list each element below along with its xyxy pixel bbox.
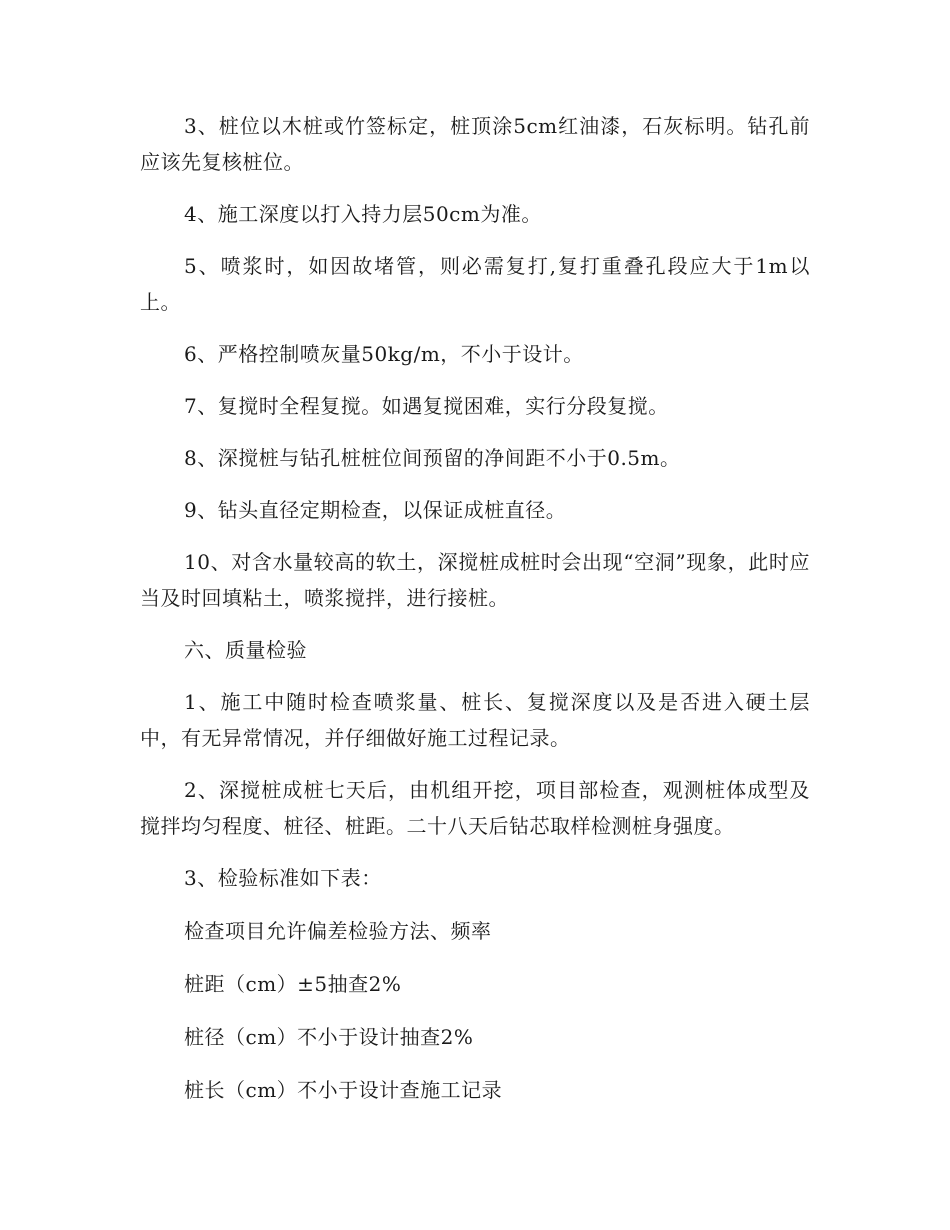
paragraph-item-6: 6、严格控制喷灰量50kg/m，不小于设计。 (184, 342, 584, 366)
paragraph-item-5: 5、喷浆时，如因故堵管，则必需复打,复打重叠孔段应大于1m以上。 (140, 254, 810, 314)
inspection-row-pile-diameter: 桩径（cm）不小于设计抽查2% (184, 1025, 474, 1049)
quality-item-3: 3、检验标准如下表： (184, 866, 382, 890)
paragraph-item-7: 7、复搅时全程复搅。如遇复搅困难，实行分段复搅。 (184, 394, 669, 418)
paragraph-item-3: 3、桩位以木桩或竹签标定，桩顶涂5cm红油漆，石灰标明。钻孔前应该先复核桩位。 (140, 114, 810, 174)
inspection-table-header: 检查项目允许偏差检验方法、频率 (184, 919, 492, 943)
section-heading-quality-inspection: 六、质量检验 (184, 638, 307, 662)
quality-item-1: 1、施工中随时检查喷浆量、桩长、复搅深度以及是否进入硬土层中，有无异常情况，并仔细做好施工过程记录。 (140, 690, 810, 750)
document-page (140, 108, 810, 1108)
paragraph-item-10: 10、对含水量较高的软土，深搅桩成桩时会出现“空洞”现象，此时应当及时回填粘土，喷浆搅拌，进行接桩。 (140, 550, 810, 610)
paragraph-item-8: 8、深搅桩与钻孔桩桩位间预留的净间距不小于0.5m。 (184, 446, 681, 470)
quality-item-2: 2、深搅桩成桩七天后，由机组开挖，项目部检查，观测桩体成型及搅拌均匀程度、桩径、桩距。二十八天后钻芯取样检测桩身强度。 (140, 778, 810, 838)
inspection-row-pile-spacing: 桩距（cm）±5抽查2% (184, 972, 402, 996)
inspection-row-pile-length: 桩长（cm）不小于设计查施工记录 (184, 1078, 503, 1102)
paragraph-item-4: 4、施工深度以打入持力层50cm为准。 (184, 202, 542, 226)
paragraph-item-9: 9、钻头直径定期检查，以保证成桩直径。 (184, 498, 567, 522)
